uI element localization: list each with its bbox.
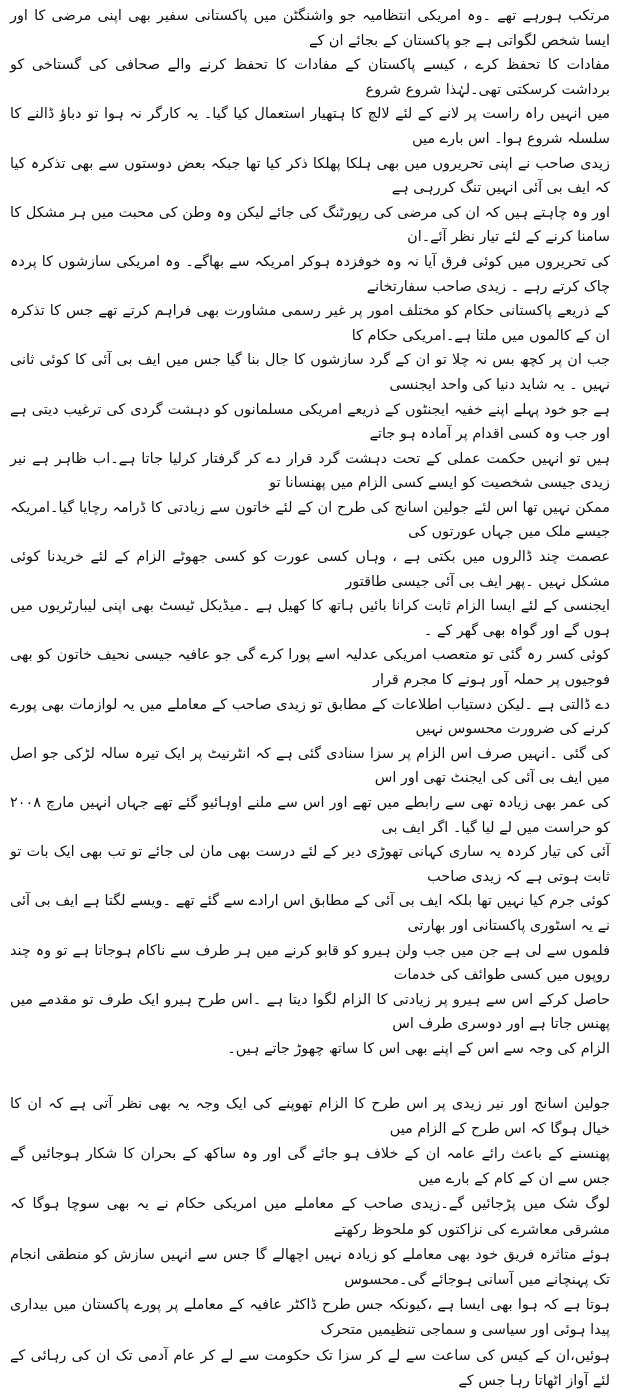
- article-paragraph-2: جولین اسانج اور نیر زیدی پر اس طرح کا الزام تھوپنے کی ایک وجہ یہ بھی نظر آتی ہے کہ ان کا خیال ہوگا کہ اس طرح کے الزام میں پھنسنے کے باعث رائے عامہ ان کے خلاف ہو جائے گی اور وہ ساکھ کے بحران کا شکار ہوجائیں گے جس سے ان کے کام کے بارے میں لوگ شک میں پڑجائیں گے۔زیدی صاحب کے معاملے میں امریکی حکام نے یہ بھی سوچا ہوگا کہ مشرقی معاشرے کی نزاکتوں کو ملحوظ رکھتے ہوئے متاثرہ فریق خود بھی معاملے کو زیادہ نہیں اچھالے گا جس سے انہیں سازش کو منطقی انجام تک پہنچانے میں آسانی ہوجائے گی۔محسوس ہوتا ہے کہ ہوا بھی ایسا ہے ،کیونکہ جس طرح ڈاکٹر عافیہ کے معاملے پر پورے پاکستان میں بیداری پیدا ہوئی اور سیاسی و سماجی تنظیمیں متحرک ہوئیں،ان کے کیس کی ساعت سے لے کر سزا تک حکومت سے لے کر عام آدمی تک ان کی رہائی کے لئے آواز اٹھاتا رہا جس کے: [10, 1095, 610, 1389]
- paragraph-spacer: [10, 1062, 610, 1092]
- article-page: [10, 4, 610, 1389]
- article-paragraph-1: مرتکب ہورہے تھے ۔وہ امریکی انتظامیہ جو واشنگٹن میں پاکستانی سفیر بھی اپنی مرضی کا اور ایسا شخص لگواتی ہے جو پاکستان کے بجائے ان کے مفادات کا تحفظ کرے ، کیسے پاکستان کے مفادات کا تحفظ کرنے والے صحافی کی گستاخی کو برداشت کرسکتی تھی۔لہٰذا شروع شروع میں انہیں راہ راست پر لانے کے لئے لالچ کا ہتھیار استعمال کیا گیا۔ یہ کارگر نہ ہوا تو دباؤ ڈالنے کا سلسلہ شروع ہوا۔ اس بارے میں زیدی صاحب نے اپنی تحریروں میں بھی ہلکا پھلکا ذکر کیا تھا جبکہ بعض دوستوں سے بھی تذکرہ کیا کہ ایف بی آئی انہیں تنگ کررہی ہے اور وہ چاہتے ہیں کہ ان کی مرضی کی رپورٹنگ کی جائے لیکن وہ وطن کی محبت میں ہر مشکل کا سامنا کرنے کے لئے تیار نظر آئے۔ان کی تحریروں میں کوئی فرق آیا نہ وہ خوفزدہ ہوکر امریکہ سے بھاگے۔ وہ امریکی سازشوں کا پردہ چاک کرتے رہے ۔ زیدی صاحب سفارتخانے کے ذریعے پاکستانی حکام کو مختلف امور پر غیر رسمی مشاورت بھی فراہم کرتے تھے جس کا تذکرہ ان کے کالموں میں ملتا ہے۔امریکی حکام کا جب ان پر کچھ بس نہ چلا تو ان کے گرد سازشوں کا جال بنا گیا جس میں ایف بی آئی کا کوئی ثانی نہیں ۔ یہ شاید دنیا کی واحد ایجنسی ہے جو خود پہلے اپنے خفیہ ایجنٹوں کے ذریعے امریکی مسلمانوں کو دہشت گردی کی ترغیب دیتی ہے اور جب وہ کسی اقدام پر آمادہ ہو جاتے ہیں تو انہیں حکمت عملی کے تحت دہشت گرد قرار دے کر گرفتار کرلیا جاتا ہے۔اب ظاہر ہے نیر زیدی جیسی شخصیت کو ایسے کسی الزام میں پھنسانا تو ممکن نہیں تھا اس لئے جولین اسانج کی طرح ان کے لئے خاتون سے زیادتی کا ڈرامہ رچایا گیا۔امریکہ جیسے ملک میں جہاں عورتوں کی عصمت چند ڈالروں میں بکتی ہے ، وہاں کسی عورت کو کسی جھوٹے الزام کے لئے خریدنا کوئی مشکل نہیں ۔پھر ایف بی آئی جیسی طاقتور ایجنسی کے لئے ایسا الزام ثابت کرانا بائیں ہاتھ کا کھیل ہے ۔میڈیکل ٹیسٹ بھی اپنی لیبارٹریوں میں ہوں گے اور گواہ بھی گھر کے ۔ کوئی کسر رہ گئی تو متعصب امریکی عدلیہ اسے پورا کرے گی جو عافیہ جیسی نحیف خاتون کو بھی فوجیوں پر حملہ آور ہونے کا مجرم قرار دے ڈالتی ہے ۔لیکن دستیاب اطلاعات کے مطابق تو زیدی صاحب کے معاملے میں یہ لوازمات بھی پورے کرنے کی ضرورت محسوس نہیں کی گئی ۔انہیں صرف اس الزام پر سزا سنادی گئی ہے کہ انٹرنیٹ پر ایک تیرہ سالہ لڑکی جو اصل میں ایف بی آئی کی ایجنٹ تھی اور اس کی عمر بھی زیادہ تھی سے رابطے میں تھے اور اس سے ملنے اوہائیو گئے تھے جہاں انہیں مارچ ۲۰۰۸ کو حراست میں لے لیا گیا۔ اگر ایف بی آئی کی تیار کردہ یہ ساری کہانی تھوڑی دیر کے لئے درست بھی مان لی جائے تو تب بھی ایک بات تو ثابت ہوتی ہے کہ زیدی صاحب کوئی جرم کیا نہیں تھا بلکہ ایف بی آئی کے مطابق اس ارادے سے گئے تھے ۔ویسے لگتا ہے ایف بی آئی نے یہ اسٹوری پاکستانی اور بھارتی فلموں سے لی ہے جن میں جب ولن ہیرو کو قابو کرنے میں ہر طرف سے ناکام ہوجاتا ہے تو وہ چند روپوں میں کسی طوائف کی خدمات حاصل کرکے اس سے ہیرو پر زیادتی کا الزام لگوا دیتا ہے ۔اس طرح ہیرو ایک طرف تو مقدمے میں پھنس جاتا ہے اور دوسری طرف اس الزام کی وجہ سے اس کے اپنے بھی اس کا ساتھ چھوڑ جاتے ہیں۔: [10, 8, 610, 1057]
